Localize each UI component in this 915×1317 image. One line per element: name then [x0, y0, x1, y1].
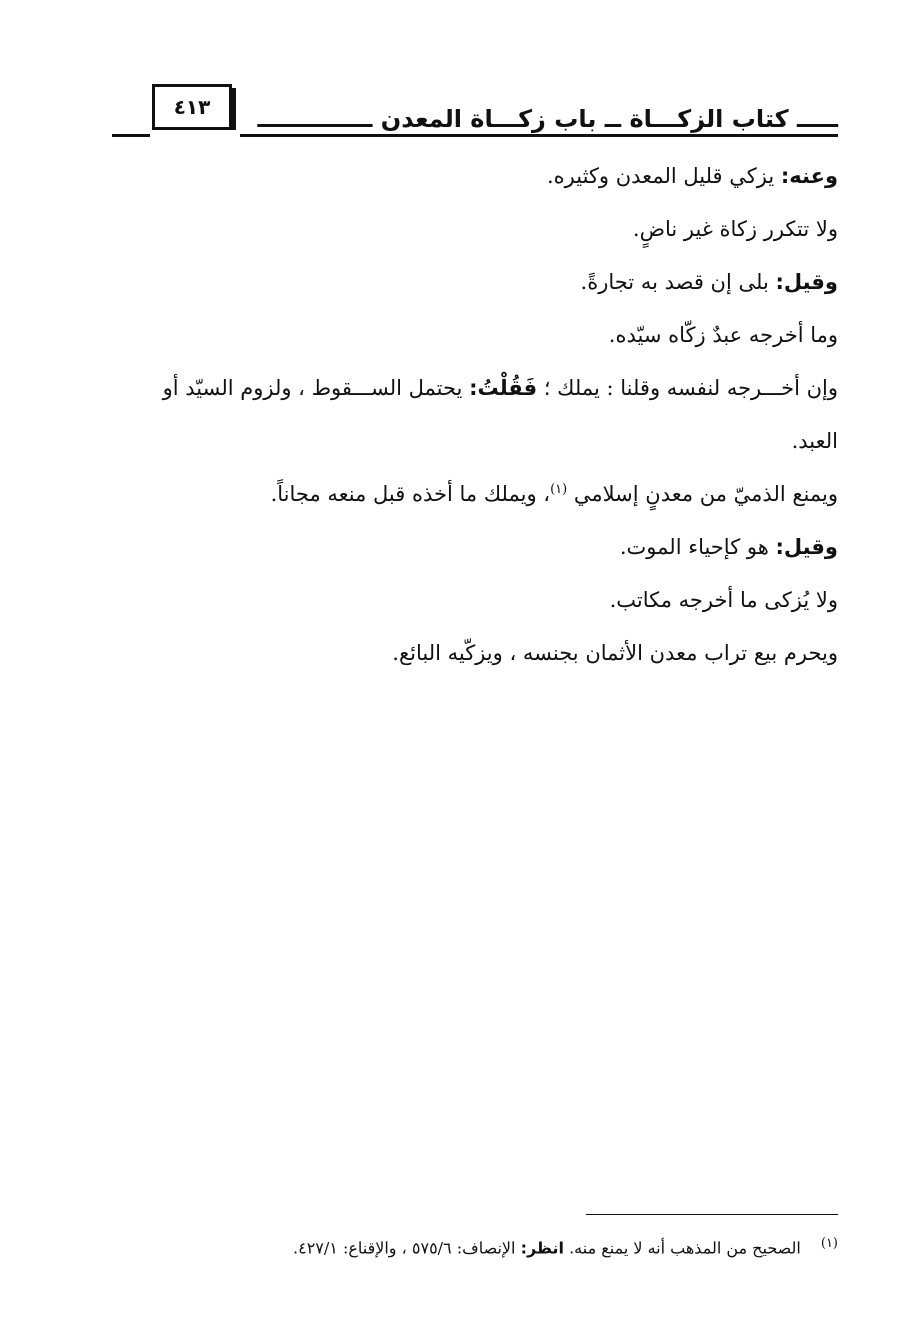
- paragraph: [110, 362, 838, 468]
- paragraph: [110, 521, 838, 574]
- footnote-marker: (١): [820, 1236, 838, 1251]
- footnote-label: انظر:: [520, 1238, 564, 1258]
- paragraph-text: بلى إن قصد به تجارةً.: [580, 270, 776, 294]
- footnote: [150, 1232, 838, 1260]
- paragraph: [110, 309, 838, 362]
- paragraph: [110, 150, 838, 203]
- paragraph: [110, 468, 838, 521]
- body-text: [110, 150, 838, 680]
- paragraph-text: هو كإحياء الموت.: [619, 535, 776, 559]
- footnote-reference-text: الإنصاف: ٥٧٥/٦ ، والإقناع: ٤٢٧/١.: [293, 1238, 521, 1258]
- paragraph-lead: فَقُلْتُ:: [469, 376, 538, 400]
- paragraph-text: ولا يُزكى ما أخرجه مكاتب.: [609, 588, 838, 612]
- paragraph: [110, 627, 838, 680]
- header-rule-gap: [150, 130, 240, 142]
- paragraph-lead: وعنه:: [780, 164, 838, 188]
- paragraph-text: ويحرم بيع تراب معدن الأثمان بجنسه ، ويزكّيه البائع.: [392, 641, 838, 665]
- paragraph-lead: وقيل:: [775, 535, 838, 559]
- paragraph: [110, 203, 838, 256]
- paragraph: [110, 256, 838, 309]
- paragraph-lead: وقيل:: [775, 270, 838, 294]
- paragraph-text: يحتمل الســـقوط ، ولزوم السيّد أو العبد.: [162, 376, 838, 453]
- paragraph-text: ، ويملك ما أخذه قبل منعه مجاناً.: [270, 482, 551, 506]
- paragraph-text: ولا تتكرر زكاة غير ناضٍ.: [632, 217, 838, 241]
- running-title: ـــــ كتاب الزكـــاة ــ باب زكـــاة المعدن ــــــــــــــ: [257, 105, 838, 133]
- paragraph-text: يزكي قليل المعدن وكثيره.: [546, 164, 781, 188]
- paragraph-text: ويمنع الذميّ من معدنٍ إسلامي: [567, 482, 838, 506]
- paragraph: [110, 574, 838, 627]
- paragraph-text: وما أخرجه عبدٌ زكّاه سيّده.: [608, 323, 838, 347]
- footnote-text: الصحيح من المذهب أنه لا يمنع منه.: [564, 1238, 801, 1258]
- footnote-reference[interactable]: (١): [550, 482, 568, 497]
- paragraph-text: وإن أخـــرجه لنفسه وقلنا : يملك ؛: [537, 376, 838, 400]
- page-number: ٤١٣: [152, 84, 232, 130]
- footnote-rule: [586, 1214, 838, 1215]
